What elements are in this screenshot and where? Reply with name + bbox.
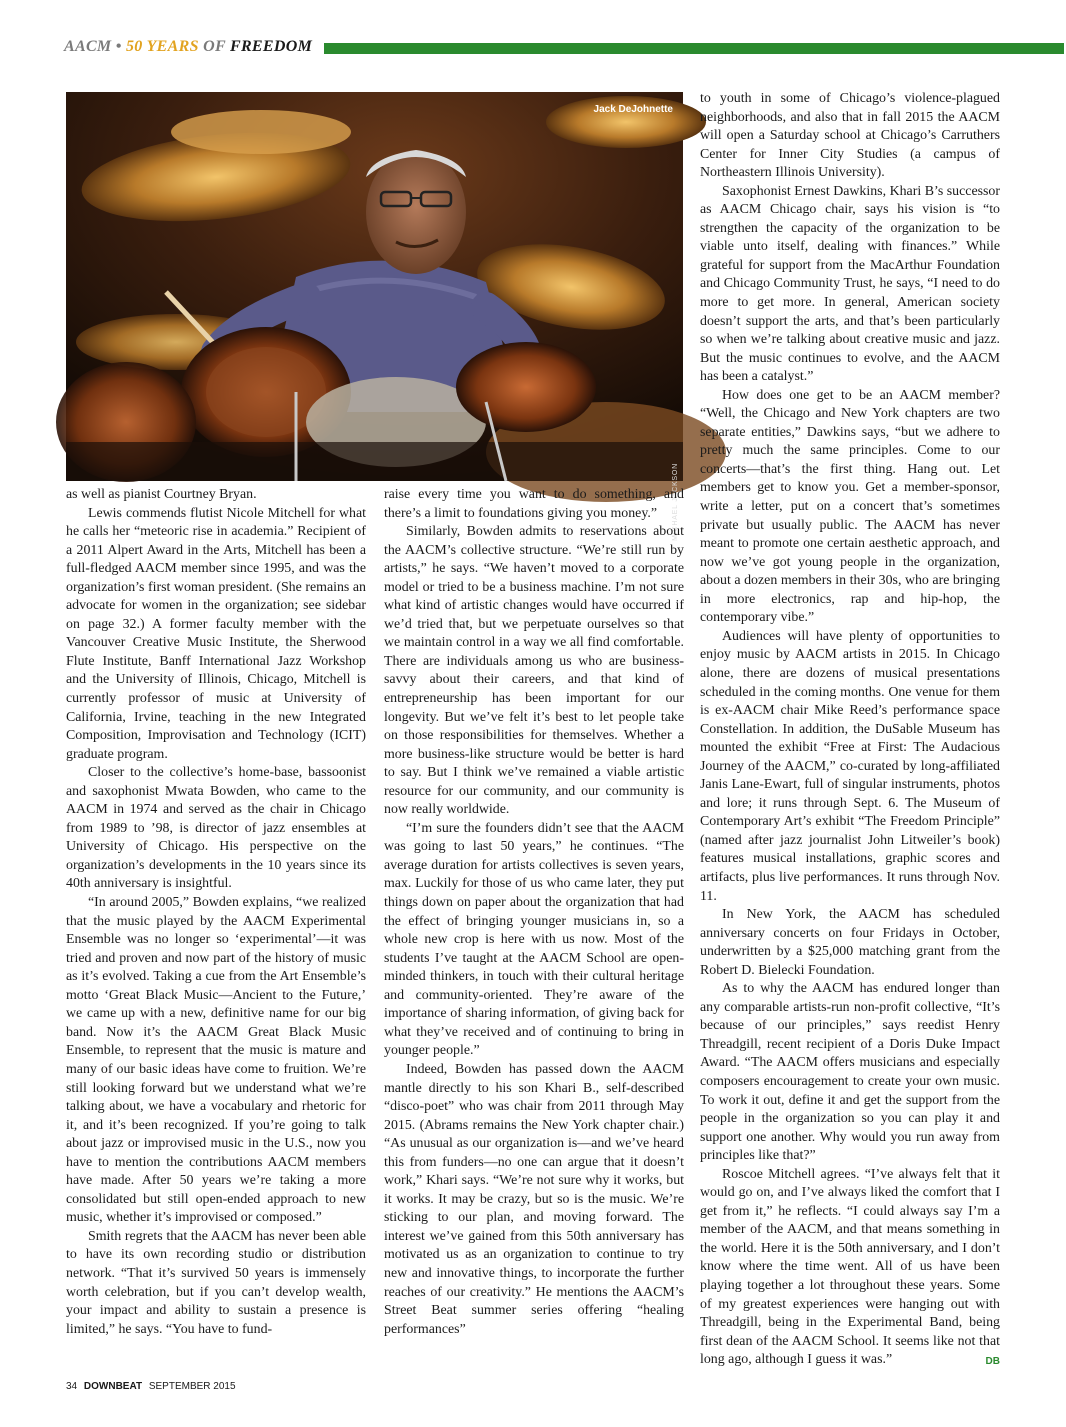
paragraph: raise every time you want to do something, and there’s a limit to foundations giving you money.” bbox=[384, 487, 684, 521]
paragraph: How does one get to be an AACM member? “Well, the Chicago and New York chapters are two separate entities,” Dawkins says, “but we adhere to pretty much the same principles. Come to our concerts—that’s the first thing. Hang out. Let members get to know you. Get a member-sponsor, write a letter, put on a concert that’s sometimes private but usually public. The AACM has never meant to promote one certain aesthetic approach, and now we’ve got young people in the organization, about a dozen members in their 30s, who are bringing in more electronics, rap and hip-hop, the contemporary vibe.” bbox=[700, 387, 1000, 626]
page-number: 34 bbox=[66, 1381, 78, 1392]
header-aacm: AACM bbox=[64, 38, 112, 55]
paragraph: as well as pianist Courtney Bryan. bbox=[66, 487, 257, 502]
header-freedom: FREEDOM bbox=[229, 38, 313, 55]
issue-date: SEPTEMBER 2015 bbox=[148, 1381, 236, 1392]
article-column-3 bbox=[700, 90, 1000, 1372]
running-header bbox=[64, 38, 1064, 60]
section-title bbox=[64, 38, 312, 56]
photo-caption: Jack DeJohnette bbox=[593, 104, 673, 115]
paragraph: “I’m sure the founders didn’t see that the AACM was going to last 50 years,” he continues. “The average duration for artists collectives is seven years, max. Luckily for those of us who came later, they put things down on paper about the organization that had the effect of bringing younger musicians in, so a whole new crop is here with us now. Most of the students I’ve taught at the AACM School are open-minded thinkers, in touch with their cultural heritage and community-oriented. They’re aware of the importance of sharing information, of giving back for what they’ve received and of continuing to bring in younger people.” bbox=[384, 820, 684, 1059]
photo-illustration bbox=[66, 92, 683, 481]
header-rule bbox=[324, 43, 1064, 54]
photo-credit: MICHAEL JACKSON bbox=[672, 463, 679, 541]
paragraph: Lewis commends flutist Nicole Mitchell for what he calls her “meteoric rise in academia.” Recipient of a 2011 Alpert Award in the Arts, Mitchell has been a full-fledged AACM member since 1995, and was the organization’s first woman president. (She remains an advocate for women in the organization; see sidebar on page 32.) A former faculty member with the Vancouver Creative Music Institute, the Sherwood Flute Institute, Banff International Jazz Workshop and the University of Illinois, Chicago, Mitchell is currently professor of music at University of California, Irvine, teaching in the new Integrated Composition, Improvisation and Technology (ICIT) graduate program. bbox=[66, 505, 366, 762]
article-column-1 bbox=[66, 486, 366, 1339]
end-mark: DB bbox=[985, 1356, 1000, 1368]
paragraph: Smith regrets that the AACM has never been able to have its own recording studio or distribution network. “That it’s survived 50 years is immensely worth celebration, but if you can’t develop wealth, your impact and ability to sustain a presence is limited,” he says. “You have to fund- bbox=[66, 1228, 366, 1337]
paragraph: “In around 2005,” Bowden explains, “we realized that the music played by the AACM Experimental Ensemble was no longer so ‘experimental’—it was tried and proven and now part of the history of music as it’s evolved. Taking a cue from the Art Ensemble’s motto ‘Great Black Music—Ancient to the Future,’ we came up with a new, definitive name for our big band. Now it’s the AACM Great Black Music Ensemble, to represent that the music is mature and many of our basic ideas have come to fruition. We’re still looking forward but we understand what we’re talking about, we have a vocabulary and rhetoric for it, and it’s been recognized. If you’re going to talk about jazz or improvised music in the U.S., now you have to mention the contributions AACM members have made. After 50 years we’re taking a more consolidated but still open-ended approach to new music, whether it’s improvised or composed.” bbox=[66, 895, 366, 1226]
paragraph: to youth in some of Chicago’s violence-plagued neighborhoods, and also that in fall 2015 the AACM will open a Saturday school at Chicago’s Carruthers Center for Inner City Studies (a campus of Northeastern Illinois University). bbox=[700, 91, 1000, 181]
header-bullet: • bbox=[115, 38, 122, 55]
paragraph: Closer to the collective’s home-base, bassoonist and saxophonist Mwata Bowden, who came to the AACM in 1974 and served as the chair in Chicago from 1989 to ’98, is director of jazz ensembles at University of Chicago. His perspective on the organization’s developments in the 10 years since its 40th anniversary is insightful. bbox=[66, 765, 366, 892]
paragraph: Indeed, Bowden has passed down the AACM mantle directly to his son Khari B., self-described “disco-poet” who was chair from 2011 through May 2015. (Abrams remains the New York chapter chair.) “As unusual as our organization is—and we’ve heard this from funders—no one can argue that it doesn’t work,” Khari says. “We’re not sure why it works, but it works. It may be crazy, but so is the music. We’re sticking to our plan, and moving forward. The interest we’ve gained from this 50th anniversary has motivated us as an organization to continue to try new and innovative things, to incorporate the further reaches of our creativity.” He mentions the AACM’s Street Beat summer series offering “healing performances” bbox=[384, 1061, 684, 1337]
paragraph: Saxophonist Ernest Dawkins, Khari B’s successor as AACM Chicago chair, says his vision is “to strengthen the capacity of the organization to be viable unto itself, dealing with finances.” While grateful for support from the MacArthur Foundation and Chicago Community Trust, he says, “I need to do more to get more. In general, American society doesn’t support the arts, and that’s been particularly so when we’re talking about creative music and jazz. But the music continues to evolve, and the AACM has been a catalyst.” bbox=[700, 183, 1000, 385]
paragraph-final bbox=[700, 1166, 1000, 1370]
paragraph: In New York, the AACM has scheduled anniversary concerts on four Fridays in October, underwritten by a $25,000 matching grant from the Robert D. Bielecki Foundation. bbox=[700, 907, 1000, 978]
page-footer bbox=[66, 1381, 236, 1392]
paragraph-text: Roscoe Mitchell agrees. “I’ve always felt that it would go on, and I’ve always liked the comfort that I get from it,” he reflects. “I could always say I’m a member of the AACM, and that means something in the world. Here it is the 50th anniversary, and I don’t know where the time went. All of us have been playing together a lot throughout these years. Some of my greatest experiences were hanging out with Threadgill, being in the Experimental Band, being first dean of the AACM School. It seems like not that long ago, although I guess it was.” bbox=[700, 1166, 1000, 1368]
header-of: OF bbox=[203, 38, 226, 55]
header-years: YEARS bbox=[146, 38, 199, 55]
header-fifty: 50 bbox=[125, 38, 143, 55]
article-column-2 bbox=[384, 486, 684, 1339]
paragraph: Audiences will have plenty of opportunities to enjoy music by AACM artists in 2015. In Chicago alone, there are dozens of musical presentations scheduled in the coming months. One venue for them is ex-AACM chair Mike Reed’s performance space Constellation. In addition, the DuSable Museum has mounted the exhibit “Free at First: The Audacious Journey of the AACM,” co-curated by long-affiliated Janis Lane-Ewart, full of singular instruments, photos and lore; it runs through Sept. 6. The Museum of Contemporary Art’s exhibit “The Freedom Principle” (named after jazz journalist John Litweiler’s book) features musical installations, graphic scores and artifacts, plus live performances. It runs through Nov. 11. bbox=[700, 628, 1000, 904]
magazine-name: DOWNBEAT bbox=[83, 1381, 143, 1392]
paragraph: As to why the AACM has endured longer than any comparable artists-run non-profit collective, “It’s because of our principles,” says reedist Henry Threadgill, recent recipient of a Doris Duke Impact Award. “The AACM offers musicians and especially composers encouragement to create your own music. To work it out, define it and get the support from the people in the organization so you can play it and support one another. Why would you run away from principles like that?” bbox=[700, 981, 1000, 1164]
paragraph: Similarly, Bowden admits to reservations about the AACM’s collective structure. “We’re still run by artists,” he says. “We haven’t moved to a corporate model or tried to be a business machine. I’m not sure what kind of artistic changes would have occurred if we’d tried that, but we perpetuate ourselves so that we maintain control in a way we all find comfortable. There are individuals among us who are business-savvy about their careers, and that kind of entrepreneurship has been important for our longevity. But we’ve felt it’s best to let people take on those responsibilities for themselves. Whether a more business-like structure would be better is hard to say. But I think we’ve remained a viable artistic resource for our community, and our community is now really worldwide. bbox=[384, 524, 684, 818]
